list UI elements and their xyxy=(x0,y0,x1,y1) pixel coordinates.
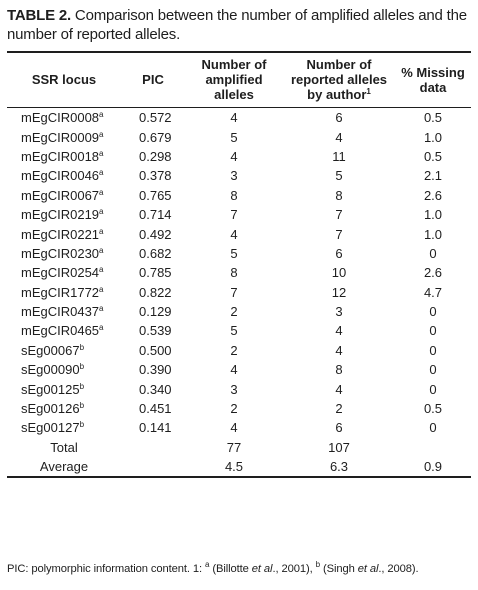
cell-missing-data: 4.7 xyxy=(423,284,443,300)
locus-superscript: a xyxy=(99,323,104,333)
footnote-ref-b-open: (Singh xyxy=(319,563,358,575)
locus-name: mEgCIR0230 xyxy=(21,245,100,261)
cell-ssr-locus xyxy=(7,224,121,243)
cell-pic: 0.451 xyxy=(139,401,172,417)
locus-superscript: a xyxy=(99,245,104,255)
cell-missing-data: 1.0 xyxy=(423,226,443,242)
table-row xyxy=(7,283,471,302)
table-row xyxy=(7,379,471,398)
cell-pic: 0.378 xyxy=(139,168,172,184)
cell-summary-amplified: 77 xyxy=(226,439,242,455)
locus-superscript: a xyxy=(99,168,104,178)
cell-amplified-alleles: 5 xyxy=(230,129,238,145)
cell-amplified-alleles: 4 xyxy=(230,110,238,126)
cell-missing-data: 0 xyxy=(429,245,437,261)
locus-name: mEgCIR0219 xyxy=(21,207,100,223)
cell-ssr-locus xyxy=(7,186,121,205)
table-row xyxy=(7,302,471,321)
cell-summary-missing: 0.9 xyxy=(395,457,471,477)
cell-amplified-alleles: 8 xyxy=(230,265,238,281)
header-row xyxy=(7,52,471,108)
summary-row xyxy=(7,457,471,477)
footnote-ref-b-etal: et al xyxy=(357,563,379,575)
cell-pic: 0.765 xyxy=(139,187,172,203)
locus-name: mEgCIR1772 xyxy=(21,284,100,300)
cell-missing-data: 0 xyxy=(429,420,437,436)
footnote-ref-b-close: ., 2008). xyxy=(378,563,419,575)
cell-pic: 0.679 xyxy=(139,129,172,145)
cell-amplified-alleles: 4 xyxy=(230,420,238,436)
table-row xyxy=(7,108,471,128)
cell-missing-data: 1.0 xyxy=(423,207,443,223)
summary-row xyxy=(7,438,471,457)
cell-ssr-locus xyxy=(7,244,121,263)
cell-amplified-alleles: 2 xyxy=(230,304,238,320)
cell-missing-data: 2.6 xyxy=(423,265,443,281)
locus-superscript: b xyxy=(79,362,85,372)
table-row xyxy=(7,244,471,263)
cell-amplified-alleles: 3 xyxy=(230,381,238,397)
locus-name: sEg00127 xyxy=(21,420,80,436)
header-pic: PIC xyxy=(121,52,185,108)
cell-reported-alleles: 5 xyxy=(335,168,343,184)
cell-ssr-locus xyxy=(7,399,121,418)
table-caption xyxy=(7,6,473,44)
data-table xyxy=(7,51,471,478)
footnote-sup-b: b xyxy=(315,560,320,569)
locus-superscript: a xyxy=(99,187,104,197)
cell-ssr-locus xyxy=(7,302,121,321)
cell-pic: 0.785 xyxy=(139,265,172,281)
header-amplified-text: Number of amplified alleles xyxy=(201,57,267,102)
cell-reported-alleles: 4 xyxy=(335,342,343,358)
cell-amplified-alleles: 2 xyxy=(230,342,238,358)
locus-name: mEgCIR0018 xyxy=(21,148,100,164)
cell-pic: 0.682 xyxy=(139,245,172,261)
cell-amplified-alleles: 5 xyxy=(230,245,238,261)
table-row xyxy=(7,418,471,437)
cell-reported-alleles: 6 xyxy=(335,420,343,436)
cell-ssr-locus xyxy=(7,418,121,437)
table-row xyxy=(7,263,471,282)
table-row xyxy=(7,205,471,224)
cell-amplified-alleles: 4 xyxy=(230,362,238,378)
cell-reported-alleles: 10 xyxy=(331,265,347,281)
cell-amplified-alleles: 2 xyxy=(230,401,238,417)
table-row xyxy=(7,321,471,340)
cell-reported-alleles: 8 xyxy=(335,187,343,203)
cell-ssr-locus xyxy=(7,283,121,302)
locus-superscript: a xyxy=(99,226,104,236)
cell-reported-alleles: 11 xyxy=(332,148,346,164)
cell-amplified-alleles: 3 xyxy=(230,168,238,184)
table-row xyxy=(7,127,471,146)
cell-amplified-alleles: 8 xyxy=(230,187,238,203)
table-row xyxy=(7,166,471,185)
locus-superscript: a xyxy=(99,284,104,294)
table-footnote xyxy=(7,562,473,576)
cell-pic: 0.129 xyxy=(139,304,172,320)
cell-missing-data: 0.5 xyxy=(423,148,443,164)
cell-ssr-locus xyxy=(7,360,121,379)
table-body xyxy=(7,108,471,478)
header-ssr-locus: SSR locus xyxy=(7,52,121,108)
cell-missing-data: 0 xyxy=(429,342,437,358)
cell-amplified-alleles: 7 xyxy=(230,207,238,223)
cell-ssr-locus xyxy=(7,127,121,146)
table-label: TABLE 2. xyxy=(7,7,71,24)
cell-reported-alleles: 7 xyxy=(335,207,343,223)
cell-pic: 0.390 xyxy=(139,362,172,378)
locus-superscript: a xyxy=(99,129,104,139)
cell-pic: 0.500 xyxy=(139,342,172,358)
cell-ssr-locus xyxy=(7,108,121,128)
cell-ssr-locus xyxy=(7,341,121,360)
table-row xyxy=(7,341,471,360)
cell-missing-data: 2.6 xyxy=(423,187,443,203)
locus-name: mEgCIR0008 xyxy=(21,110,100,126)
cell-missing-data: 0.5 xyxy=(423,110,443,126)
cell-reported-alleles: 2 xyxy=(335,401,343,417)
cell-pic: 0.822 xyxy=(139,284,172,300)
locus-superscript: a xyxy=(99,148,104,158)
locus-superscript: a xyxy=(99,110,104,120)
cell-summary-missing xyxy=(395,438,471,457)
locus-name: sEg00126 xyxy=(21,401,80,417)
footnote-ref-a-open: (Billotte xyxy=(209,563,252,575)
cell-reported-alleles: 3 xyxy=(335,304,343,320)
footnote-sup-a: a xyxy=(205,560,210,569)
locus-name: mEgCIR0221 xyxy=(21,226,100,242)
cell-amplified-alleles: 5 xyxy=(230,323,238,339)
footnote-ref-a-close: ., 2001), xyxy=(272,563,316,575)
cell-pic: 0.298 xyxy=(139,148,172,164)
cell-pic: 0.492 xyxy=(139,226,172,242)
locus-name: sEg00067 xyxy=(21,342,80,358)
table-row xyxy=(7,147,471,166)
locus-name: mEgCIR0465 xyxy=(21,323,100,339)
cell-ssr-locus xyxy=(7,263,121,282)
locus-name: mEgCIR0067 xyxy=(21,187,100,203)
cell-reported-alleles: 4 xyxy=(335,381,343,397)
cell-summary-label: Total xyxy=(50,439,78,455)
footnote-ref-a-etal: et al xyxy=(251,563,273,575)
cell-summary-pic xyxy=(121,457,185,477)
cell-missing-data: 2.1 xyxy=(423,168,443,184)
cell-reported-alleles: 6 xyxy=(335,245,343,261)
locus-name: sEg00090 xyxy=(21,362,80,378)
cell-missing-data: 0 xyxy=(429,362,437,378)
header-amplified-alleles xyxy=(185,52,283,108)
footnote-prefix: PIC: polymorphic information content. 1: xyxy=(7,563,205,575)
cell-reported-alleles: 8 xyxy=(335,362,343,378)
cell-ssr-locus xyxy=(7,321,121,340)
cell-reported-alleles: 4 xyxy=(335,323,343,339)
header-reported-alleles xyxy=(283,52,395,108)
cell-reported-alleles: 6 xyxy=(335,110,343,126)
locus-superscript: b xyxy=(79,420,85,430)
locus-name: mEgCIR0254 xyxy=(21,265,100,281)
cell-summary-label: Average xyxy=(7,457,121,477)
table-row xyxy=(7,360,471,379)
header-reported-sup: 1 xyxy=(366,87,371,96)
cell-missing-data: 0 xyxy=(429,323,437,339)
table-row xyxy=(7,399,471,418)
cell-summary-reported: 107 xyxy=(328,439,350,455)
cell-pic: 0.572 xyxy=(139,110,172,126)
cell-reported-alleles: 7 xyxy=(335,226,343,242)
cell-amplified-alleles: 4 xyxy=(230,148,238,164)
locus-name: mEgCIR0437 xyxy=(21,304,100,320)
locus-name: sEg00125 xyxy=(21,381,80,397)
locus-superscript: b xyxy=(79,401,85,411)
locus-name: mEgCIR0009 xyxy=(21,129,100,145)
locus-superscript: a xyxy=(99,207,104,217)
cell-missing-data: 0.5 xyxy=(423,401,443,417)
header-missing-data xyxy=(395,52,471,108)
header-reported-text: Number of reported alleles by author xyxy=(290,57,388,102)
cell-ssr-locus xyxy=(7,205,121,224)
cell-ssr-locus xyxy=(7,166,121,185)
cell-summary-amplified: 4.5 xyxy=(185,457,283,477)
cell-pic: 0.340 xyxy=(139,381,172,397)
cell-reported-alleles: 4 xyxy=(335,129,343,145)
header-missing-text: % Missing data xyxy=(401,64,465,95)
locus-name: mEgCIR0046 xyxy=(21,168,100,184)
table-row xyxy=(7,224,471,243)
locus-superscript: a xyxy=(99,265,104,275)
locus-superscript: b xyxy=(79,381,85,391)
cell-ssr-locus xyxy=(7,147,121,166)
cell-missing-data: 0 xyxy=(429,304,437,320)
cell-ssr-locus xyxy=(7,379,121,398)
table-row xyxy=(7,186,471,205)
table-header xyxy=(7,52,471,108)
locus-superscript: a xyxy=(99,304,104,314)
cell-amplified-alleles: 7 xyxy=(230,284,238,300)
cell-summary-pic xyxy=(121,438,185,457)
cell-reported-alleles: 12 xyxy=(331,284,347,300)
caption-text: Comparison between the number of amplified alleles and the number of reported alleles. xyxy=(7,7,467,43)
cell-missing-data: 1.0 xyxy=(423,129,443,145)
cell-summary-reported: 6.3 xyxy=(283,457,395,477)
locus-superscript: b xyxy=(79,342,85,352)
cell-pic: 0.539 xyxy=(139,323,172,339)
cell-pic: 0.141 xyxy=(139,420,172,436)
cell-pic: 0.714 xyxy=(139,207,172,223)
cell-missing-data: 0 xyxy=(429,381,437,397)
cell-amplified-alleles: 4 xyxy=(230,226,238,242)
